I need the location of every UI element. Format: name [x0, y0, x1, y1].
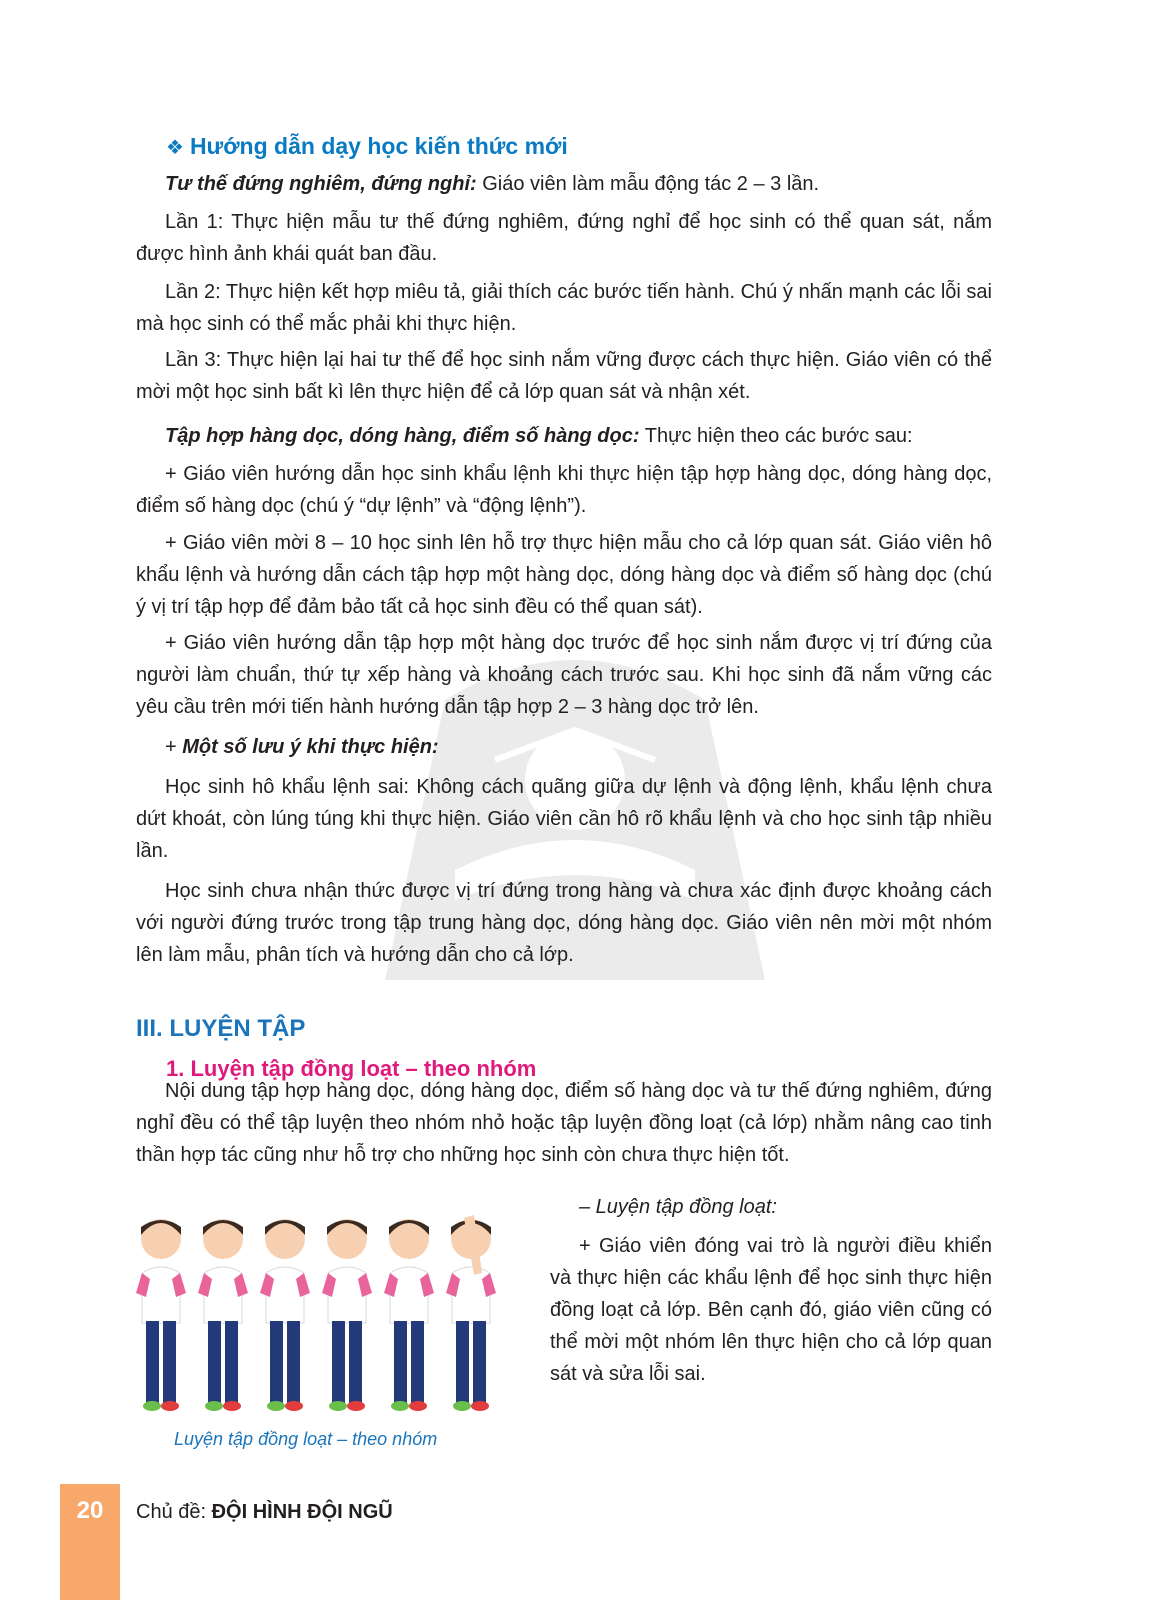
paragraph-lan-2: Lần 2: Thực hiện kết hợp miêu tả, giải thích các bước tiến hành. Chú ý nhấn mạnh các lỗi sai mà học sinh có thể mắc phải khi thực hiện.: [136, 281, 992, 335]
paragraph-uniform-practice-label: – Luyện tập đồng loạt:: [579, 1196, 777, 1218]
section-heading: ❖ Hướng dẫn dạy học kiến thức mới: [166, 133, 568, 159]
topic-title: ĐỘI HÌNH ĐỘI NGŨ: [211, 1501, 393, 1523]
subsection-title: 1. Luyện tập đồng loạt – theo nhóm: [166, 1056, 537, 1081]
paragraph-notes-heading: + Một số lưu ý khi thực hiện:: [165, 736, 439, 758]
section-title-practice: III. LUYỆN TẬP: [136, 1015, 306, 1042]
paragraph-lan-1: Lần 1: Thực hiện mẫu tư thế đứng nghiêm, đứng nghỉ để học sinh có thể quan sát, nắm được hình ảnh khái quát ban đầu.: [136, 211, 992, 265]
children-lineup-illustration: [136, 1213, 516, 1428]
paragraph-step-3: + Giáo viên hướng dẫn tập hợp một hàng dọc trước để học sinh nắm được vị trí đứng của người làm chuẩn, thứ tự xếp hàng và khoảng cách trước sau. Khi học sinh đã nắm vững các yêu cầu trên mới tiến hành hướng dẫn tập hợp 2 – 3 hàng dọc trở lên.: [136, 632, 992, 718]
page-number: 20: [76, 1497, 104, 1524]
paragraph-uniform-practice: + Giáo viên đóng vai trò là người điều khiển và thực hiện các khẩu lệnh để học sinh thực hiện đồng loạt cả lớp. Bên cạnh đó, giáo viên cũng có thể mời một nhóm lên thực hiện cho cả lớp quan sát và sửa lỗi sai.: [550, 1235, 992, 1385]
paragraph-column-formation: Tập hợp hàng dọc, dóng hàng, điểm số hàng dọc: Thực hiện theo các bước sau:: [165, 425, 913, 447]
paragraph-note-1: Học sinh hô khẩu lệnh sai: Không cách quãng giữa dự lệnh và động lệnh, khẩu lệnh chưa dứt khoát, còn lúng túng khi thực hiện. Giáo viên cần hô rõ khẩu lệnh và cho học sinh tập nhiều lần.: [136, 776, 992, 862]
paragraph-lan-3: Lần 3: Thực hiện lại hai tư thế để học sinh nắm vững được cách thực hiện. Giáo viên có thể mời một học sinh bất kì lên thực hiện để cả lớp quan sát và nhận xét.: [136, 349, 992, 403]
paragraph-practice-intro: Nội dung tập hợp hàng dọc, dóng hàng dọc, điểm số hàng dọc và tư thế đứng nghiêm, đứng nghỉ đều có thể tập luyện theo nhóm nhỏ hoặc tập luyện đồng loạt (cả lớp) nhằm nâng cao tinh thần hợp tác cũng như hỗ trợ cho những học sinh còn chưa thực hiện tốt.: [136, 1080, 992, 1166]
figure-caption: Luyện tập đồng loạt – theo nhóm: [174, 1429, 438, 1449]
paragraph-step-1: + Giáo viên hướng dẫn học sinh khẩu lệnh khi thực hiện tập hợp hàng dọc, dóng hàng dọc, điểm số hàng dọc (chú ý “dự lệnh” và “động lệnh”).: [136, 463, 992, 517]
paragraph-posture: Tư thế đứng nghiêm, đứng nghỉ: Giáo viên làm mẫu động tác 2 – 3 lần.: [165, 173, 820, 195]
child-figure: [136, 1219, 186, 1411]
paragraph-step-2: + Giáo viên mời 8 – 10 học sinh lên hỗ trợ thực hiện mẫu cho cả lớp quan sát. Giáo viên hô khẩu lệnh và hướng dẫn cách tập hợp một hàng dọc, dóng hàng dọc và điểm số hàng dọc (chú ý vị trí tập hợp để đảm bảo tất cả học sinh đều có thể quan sát).: [136, 532, 992, 618]
paragraph-note-2: Học sinh chưa nhận thức được vị trí đứng trong hàng và chưa xác định được khoảng cách với người đứng trước trong tập trung hàng dọc, dóng hàng dọc. Giáo viên nên mời một nhóm lên làm mẫu, phân tích và hướng dẫn cho cả lớp.: [136, 880, 992, 966]
footer-topic: Chủ đề: ĐỘI HÌNH ĐỘI NGŨ: [136, 1501, 393, 1523]
diamond-bullet-icon: ❖: [166, 137, 184, 159]
